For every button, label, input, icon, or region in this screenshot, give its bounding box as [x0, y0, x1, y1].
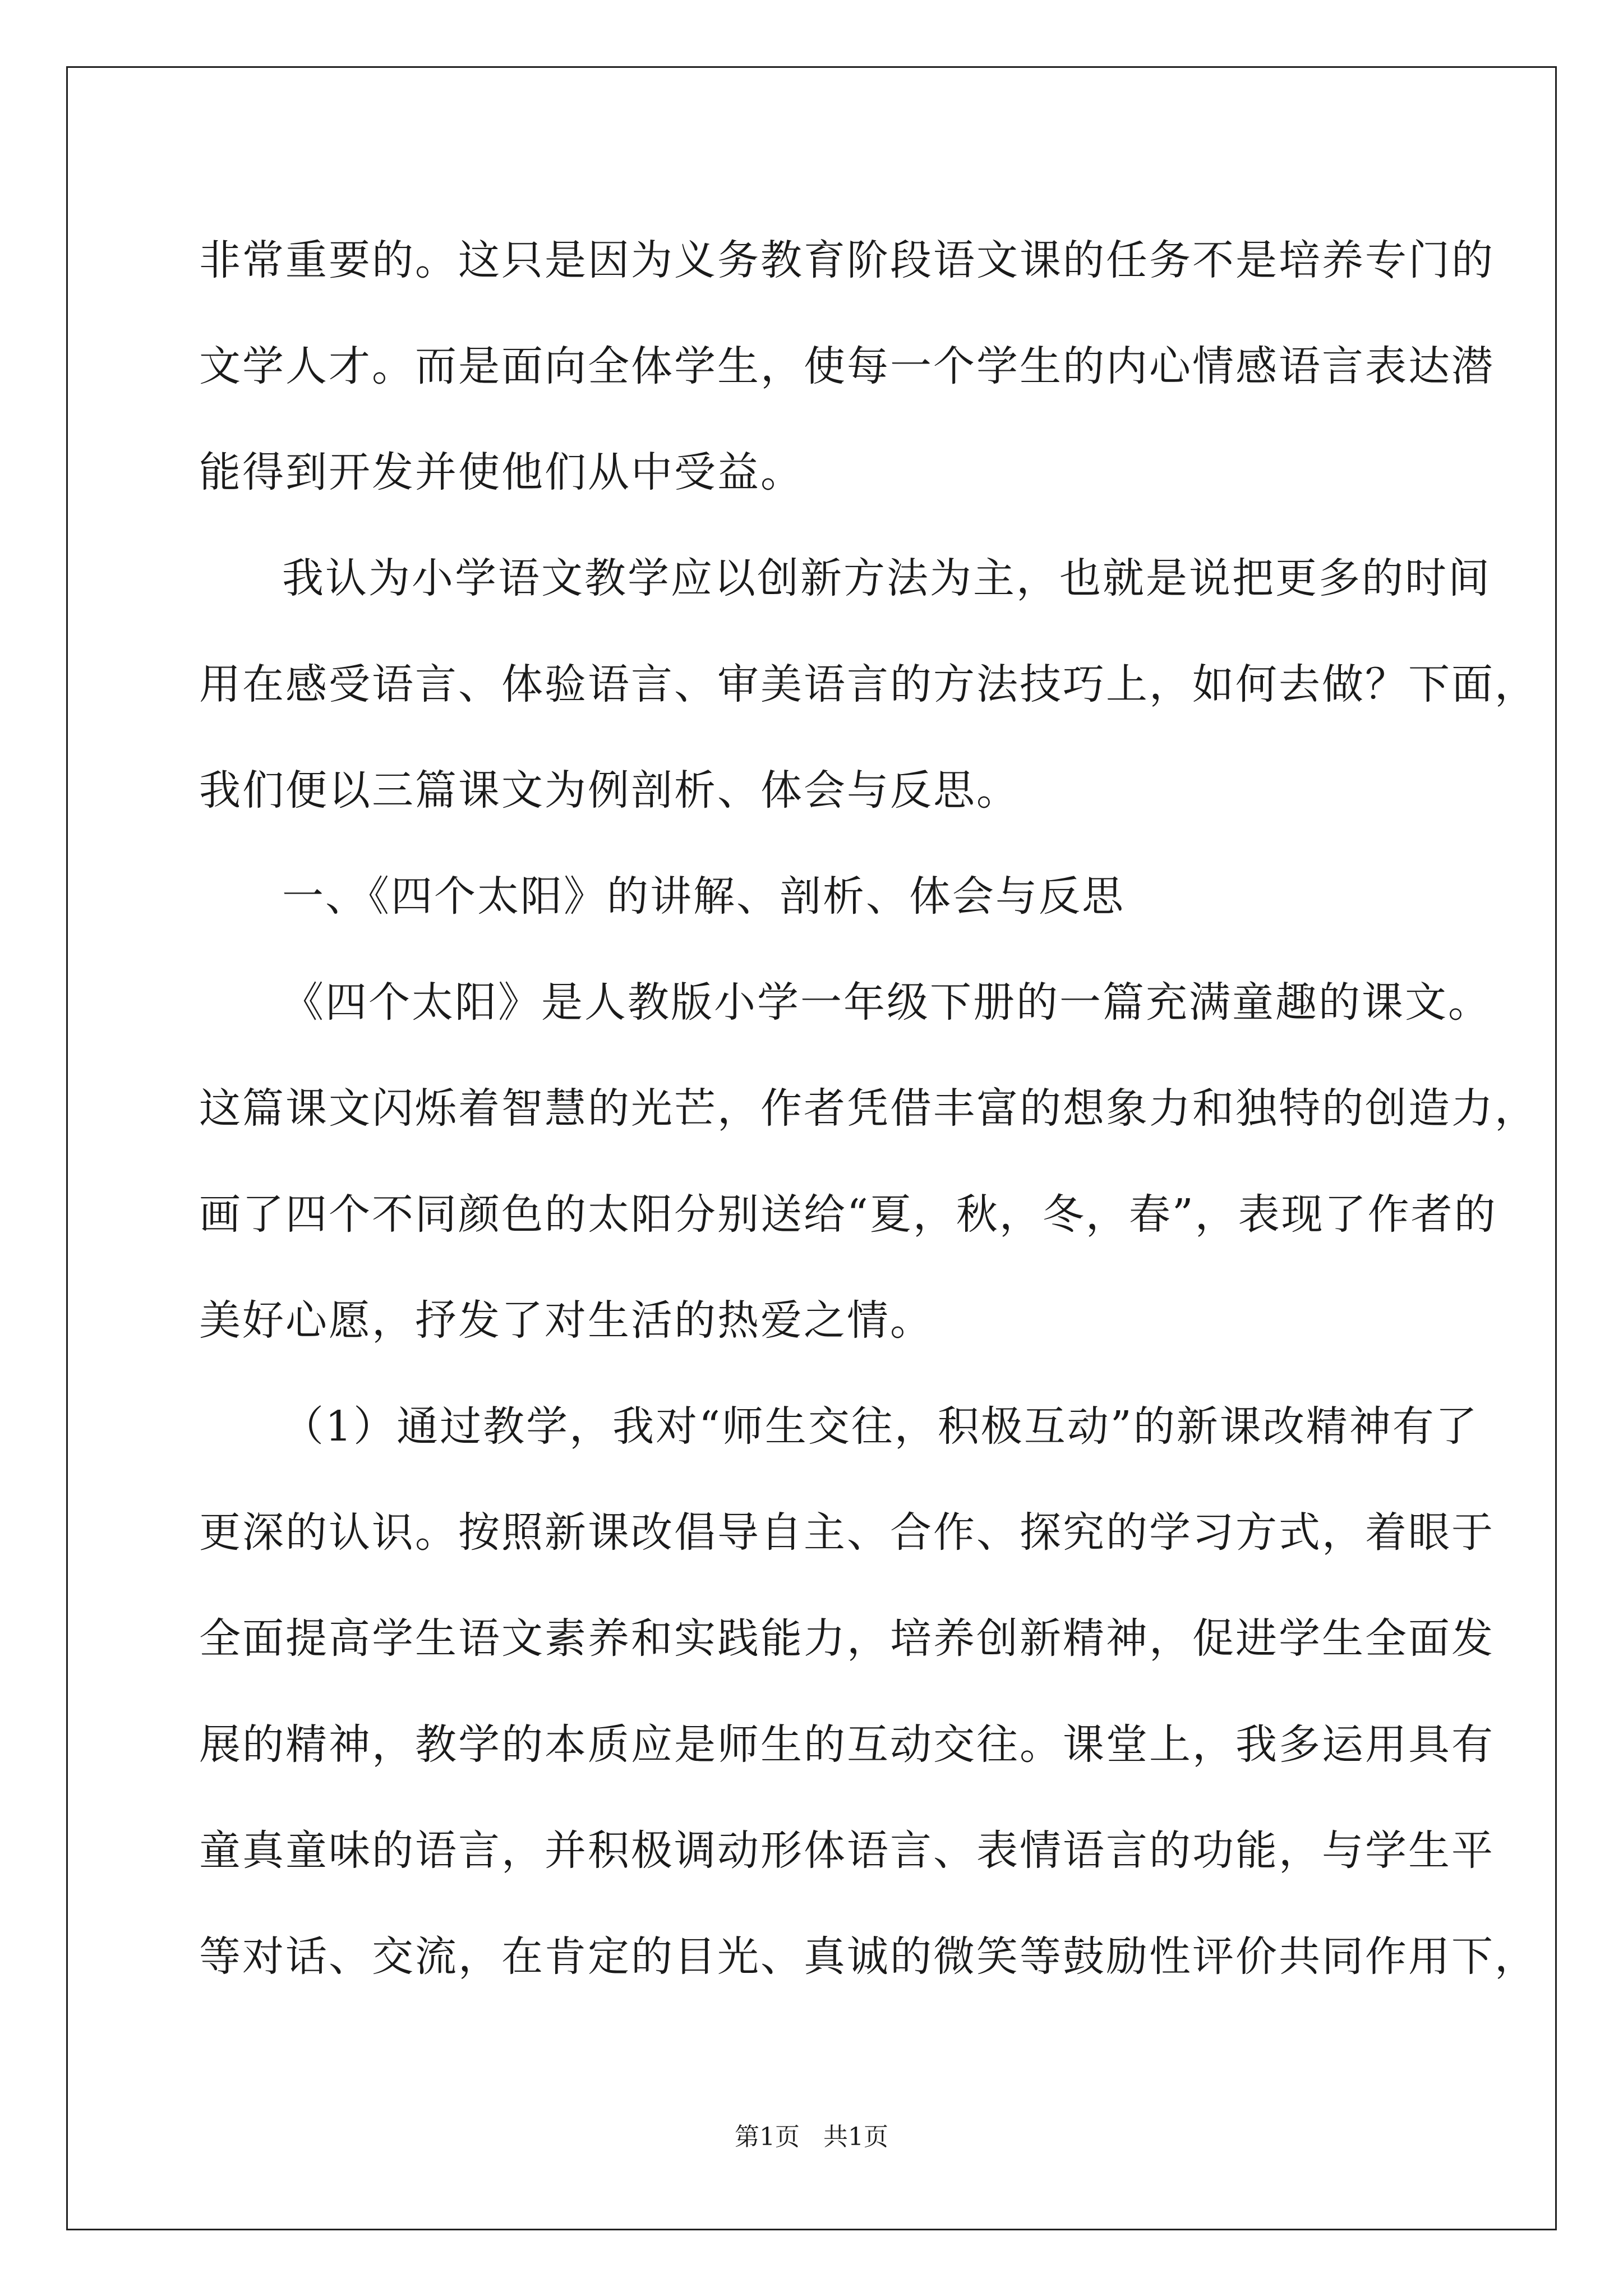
text-line: 一、《四个太阳》的讲解、剖析、体会与反思: [282, 872, 1125, 921]
text-line: 画了四个不同颜色的太阳分别送给“夏，秋，冬，春”，表现了作者的: [199, 1190, 1497, 1239]
text-line: 非常重要的。这只是因为义务教育阶段语文课的任务不是培养专门的: [199, 236, 1495, 284]
text-line: 美好心愿，抒发了对生活的热爱之情。: [199, 1296, 933, 1345]
paragraph: [199, 526, 1538, 844]
document-body: [199, 208, 1538, 2010]
paragraph: [199, 950, 1538, 1374]
text-line: （1）通过教学，我对“师生交往，积极互动”的新课改精神有了: [282, 1402, 1479, 1451]
text-line: 能得到开发并使他们从中受益。: [199, 448, 804, 496]
section-heading: [199, 844, 1427, 950]
paragraph: [199, 208, 1495, 526]
text-line: 童真童味的语言，并积极调动形体语言、表情语言的功能，与学生平: [199, 1826, 1495, 1875]
text-line: 等对话、交流，在肯定的目光、真诚的微笑等鼓励性评价共同作用下，: [199, 1932, 1538, 1981]
text-line: 全面提高学生语文素养和实践能力，培养创新精神，促进学生全面发: [199, 1614, 1495, 1663]
text-line: 文学人才。而是面向全体学生，使每一个学生的内心情感语言表达潜: [199, 342, 1495, 390]
text-line: 更深的认识。按照新课改倡导自主、合作、探究的学习方式，着眼于: [199, 1508, 1495, 1557]
page-number-footer: 第1页 共1页: [735, 2123, 888, 2151]
text-line: 我认为小学语文教学应以创新方法为主，也就是说把更多的时间: [282, 554, 1491, 602]
text-line: 展的精神，教学的本质应是师生的互动交往。课堂上，我多运用具有: [199, 1720, 1495, 1769]
text-line: 用在感受语言、体验语言、审美语言的方法技巧上，如何去做？下面，: [199, 660, 1538, 708]
text-line: 《四个太阳》是人教版小学一年级下册的一篇充满童趣的课文。: [282, 978, 1491, 1027]
paragraph: [199, 1374, 1538, 2010]
text-line: 这篇课文闪烁着智慧的光芒，作者凭借丰富的想象力和独特的创造力，: [199, 1084, 1538, 1133]
text-line: 我们便以三篇课文为例剖析、体会与反思。: [199, 766, 1020, 815]
